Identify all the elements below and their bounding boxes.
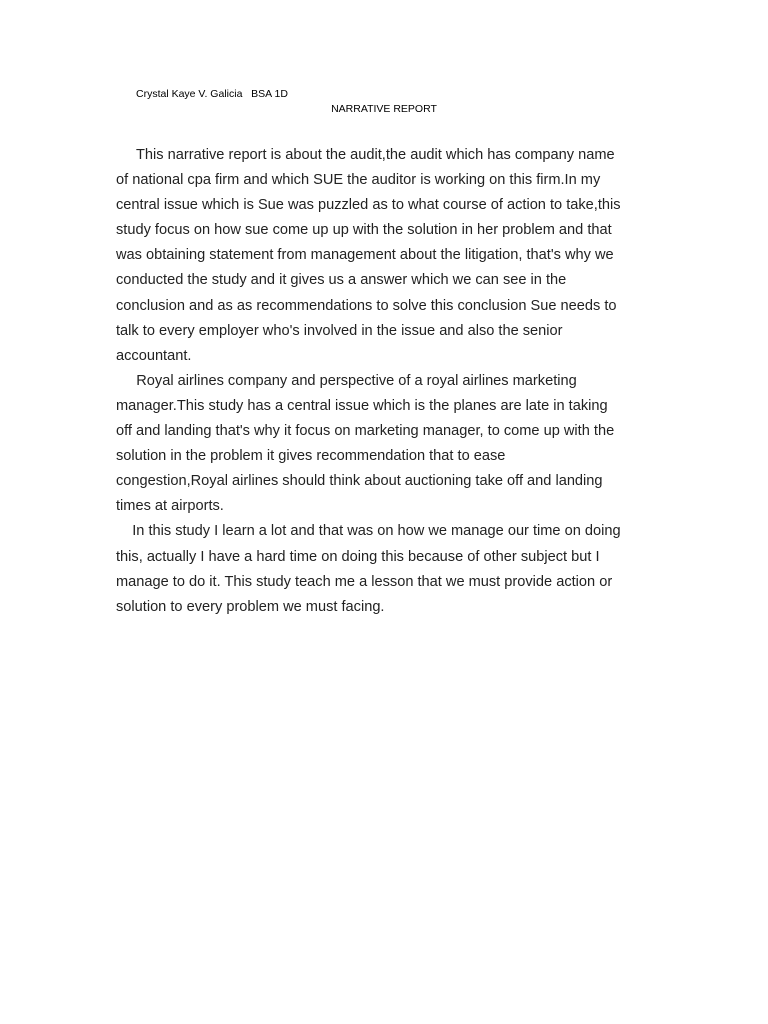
body-line: This narrative report is about the audit,the audit which has company name (116, 147, 615, 163)
body-line: Royal airlines company and perspective of a royal airlines marketing (116, 372, 577, 389)
body-line: times at airports. (116, 498, 224, 515)
body-line: congestion,Royal airlines should think about auctioning take off and landing (116, 473, 603, 490)
body-line: off and landing that's why it focus on marketing manager, to come up with the (116, 423, 615, 440)
body-line: In this study I learn a lot and that was on how we manage our time on doing (116, 523, 621, 540)
body-line: of national cpa firm and which SUE the auditor is working on this firm.In my (116, 172, 601, 189)
body-line: study focus on how sue come up up with the solution in her problem and that (116, 222, 612, 239)
body-line: conducted the study and it gives us a answer which we can see in the (116, 272, 567, 289)
page-title: NARRATIVE REPORT (331, 103, 437, 115)
body-line: solution in the problem it gives recommendation that to ease (116, 448, 506, 465)
body-line: conclusion and as as recommendations to solve this conclusion Sue needs to (116, 297, 617, 314)
author-line: Crystal Kaye V. Galicia BSA 1D (136, 88, 288, 100)
body-line: central issue which is Sue was puzzled as to what course of action to take,this (116, 197, 621, 214)
body-line: was obtaining statement from management about the litigation, that's why we (116, 247, 614, 264)
body-line: accountant. (116, 347, 192, 364)
body-line: this, actually I have a hard time on doing this because of other subject but I (116, 548, 600, 565)
report-body (116, 143, 676, 620)
body-line: solution to every problem we must facing. (116, 598, 385, 615)
body-line: manager.This study has a central issue which is the planes are late in taking (116, 397, 608, 414)
body-line: manage to do it. This study teach me a lesson that we must provide action or (116, 573, 613, 590)
body-line: talk to every employer who's involved in the issue and also the senior (116, 322, 563, 339)
